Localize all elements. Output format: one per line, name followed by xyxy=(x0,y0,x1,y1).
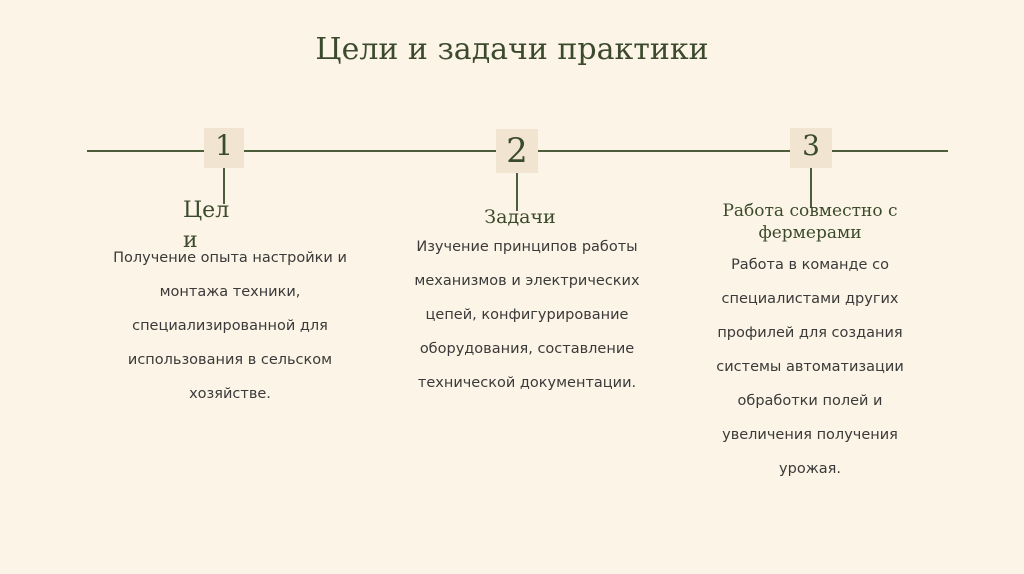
step-text-goals: Получение опыта настройки и монтажа техники, специализированной для использования в сельском хозяйстве. xyxy=(113,250,347,402)
timeline-node-3: 3 xyxy=(790,128,832,168)
step-heading-tasks: Задачи xyxy=(484,206,556,228)
step-text-farmers: Работа в команде со специалистами других профилей для создания системы автоматизации обработки полей и увеличения получения урожая. xyxy=(716,257,904,477)
timeline-node-2: 2 xyxy=(496,129,538,173)
step-heading-farmers: Работа совместно с фермерами xyxy=(722,201,898,243)
step-heading-goals: Цели xyxy=(183,198,230,253)
page-title: Цели и задачи практики xyxy=(315,32,709,67)
step-text-tasks: Изучение принципов работы механизмов и электрических цепей, конфигурирование оборудования, составление технической документации. xyxy=(414,239,640,391)
timeline-node-1: 1 xyxy=(204,128,244,168)
